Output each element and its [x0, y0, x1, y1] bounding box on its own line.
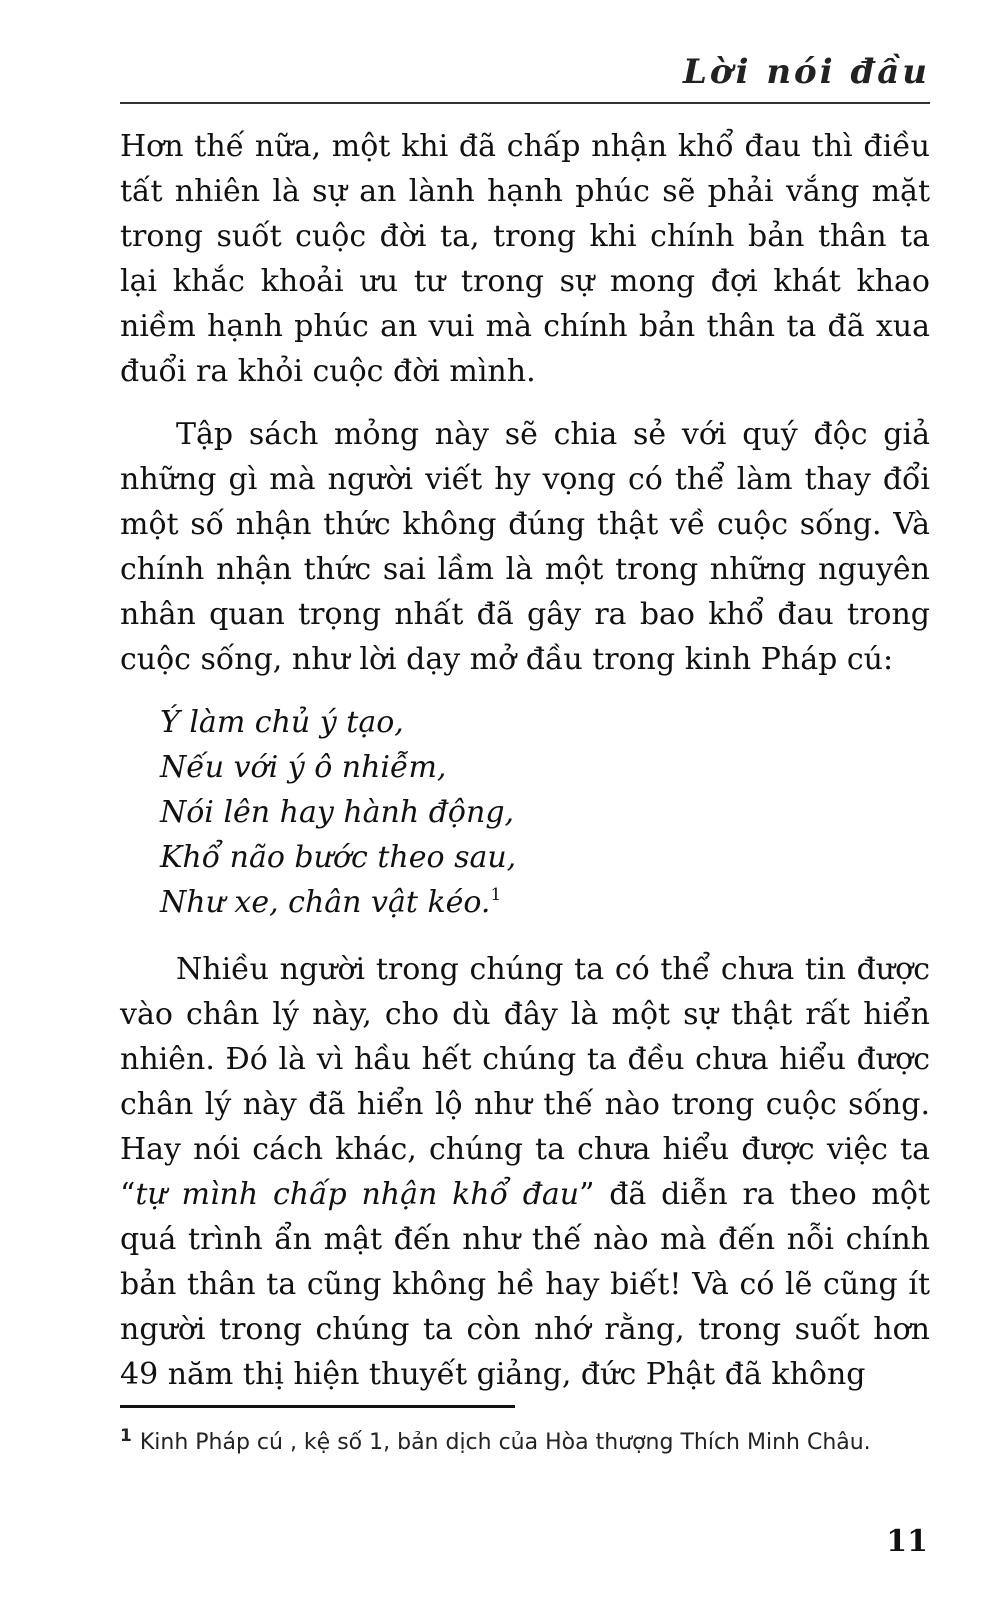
paragraph-1: Hơn thế nữa, một khi đã chấp nhận khổ đau thì điều tất nhiên là sự an lành hạnh phúc sẽ phải vắng mặt trong suốt cuộc đời ta, trong khi chính bản thân ta lại khắc khoải ưu tư trong sự mong đợi khát khao niềm hạnh phúc an vui mà chính bản thân ta đã xua đuổi ra khỏi cuộc đời mình. [120, 129, 930, 389]
verse-line-4: Khổ não bước theo sau, [160, 840, 517, 875]
running-header-title: Lời nói đầu [682, 52, 930, 92]
verse-line-5-text: Như xe, chân vật kéo. [160, 885, 491, 920]
verse-line-3: Nói lên hay hành động, [160, 795, 515, 830]
verse-line-1: Ý làm chủ ý tạo, [160, 705, 404, 740]
verse-line-2: Nếu với ý ô nhiễm, [160, 750, 447, 785]
paragraph-3-part-1: Nhiều người trong chúng ta có thể chưa tin được vào chân lý này, cho dù đây là một sự thật rất hiển nhiên. Đó là vì hầu hết chúng ta đều chưa hiểu được chân lý này đã hiển lộ như thế nào trong cuộc sống. Hay nói cách khác, chúng ta chưa hiểu được việc ta “ [120, 952, 930, 1212]
paragraph-3 [120, 947, 930, 1397]
verse-block [160, 700, 930, 925]
page-body [120, 124, 930, 1415]
paragraph-3-part-2: ” đã diễn ra theo một quá trình ẩn mật đến như thế nào mà đến nỗi chính bản thân ta cũng không hề hay biết! Và có lẽ cũng ít người trong chúng ta còn nhớ rằng, trong suốt hơn 49 năm thị hiện thuyết giảng, đức Phật đã không [120, 1177, 930, 1392]
footnote-divider [120, 1405, 515, 1408]
header-divider [120, 102, 930, 104]
page-number: 11 [886, 1524, 928, 1559]
footnote-text: Kinh Pháp cú , kệ số 1, bản dịch của Hòa thượng Thích Minh Châu. [139, 1430, 871, 1455]
footnote-marker: 1 [120, 1426, 132, 1446]
paragraph-2: Tập sách mỏng này sẽ chia sẻ với quý độc giả những gì mà người viết hy vọng có thể làm thay đổi một số nhận thức không đúng thật về cuộc sống. Và chính nhận thức sai lầm là một trong những nguyên nhân quan trọng nhất đã gây ra bao khổ đau trong cuộc sống, như lời dạy mở đầu trong kinh Pháp cú: [120, 417, 930, 677]
footnote-reference[interactable]: 1 [490, 885, 502, 905]
paragraph-3-italic-phrase: tự mình chấp nhận khổ đau [135, 1177, 580, 1212]
verse-line-5 [160, 880, 930, 925]
footnote [120, 1418, 930, 1461]
